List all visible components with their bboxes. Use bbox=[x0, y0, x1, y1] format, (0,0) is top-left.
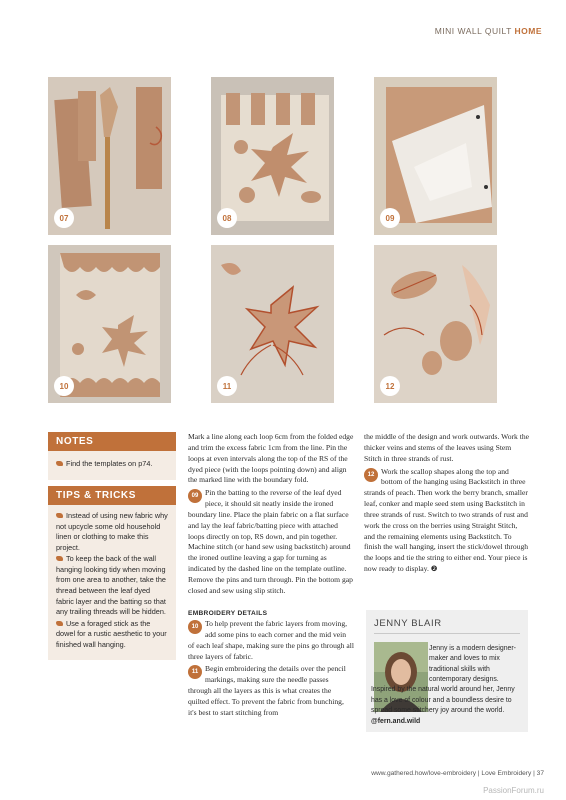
footer-magazine: Love Embroidery bbox=[481, 770, 532, 777]
continued-paragraph: the middle of the design and work outwards. Work the thicker veins and stems of the leaves using Stem Stitch in three strands of rust. bbox=[364, 432, 530, 463]
step-09-text: Pin the batting to the reverse of the leaf dyed piece, it should sit neatly inside the ironed boundary line. Place the plain fabric on a flat surface and lay the leaf fabric/batting piece with attached loops directly on top, RS down, and pin together. Machine stitch (or hand sew using backstitch) around the ironed outline leaving a gap for turning as indicated by the dashed line on the template outline. Remove the pins and turn through. Pin the bottom gap closed and sew using slip stitch. bbox=[188, 488, 353, 595]
instructions-column-1 bbox=[188, 432, 354, 719]
step-09 bbox=[188, 488, 354, 596]
step-12-text: Work the scallop shapes along the top and bottom of the hanging using Backstitch in three strands of peach. Then work the berry branch, smaller leaf, conker and maple seed stem using Backstitch in three strands of rust. Switch to two strands of rust and work the cross on the berries using Straight Stitch, and the remaining elements using Backstitch. To finish the wall hanging, insert the stick/dowel through the loops and tie the string to either end. Your piece is now ready to display. bbox=[364, 466, 529, 574]
step-number-icon: 11 bbox=[188, 665, 202, 679]
designer-name: JENNY BLAIR bbox=[374, 618, 442, 629]
leaf-bullet-icon bbox=[56, 556, 63, 561]
notes-box bbox=[48, 432, 176, 480]
step-11-text: Begin embroidering the details over the pencil markings, making sure the needle passes through all the layers as this is what creates the quilted effect. To prevent the fabric from bunching, it's best to start stitching from bbox=[188, 664, 346, 717]
photo-step-10 bbox=[48, 245, 171, 403]
leaf-bullet-icon bbox=[56, 513, 63, 518]
social-handle: @fern.and.wild bbox=[371, 717, 421, 725]
tips-title: TIPS & TRICKS bbox=[48, 486, 176, 505]
section-accent: HOME bbox=[514, 26, 542, 36]
step-10 bbox=[188, 619, 354, 662]
embroidery-details-heading: EMBROIDERY DETAILS bbox=[188, 609, 268, 617]
tips-box bbox=[48, 486, 176, 660]
leaf-bullet-icon bbox=[56, 461, 63, 466]
step-11 bbox=[188, 664, 354, 718]
photo-step-09 bbox=[374, 77, 497, 235]
tip-item bbox=[56, 619, 168, 651]
tip-item bbox=[56, 554, 168, 617]
step-number-badge: 07 bbox=[54, 208, 74, 228]
footer-url: www.gathered.how/love-embroidery bbox=[371, 770, 477, 777]
footer-separator: | bbox=[477, 770, 482, 777]
leaf-bullet-icon bbox=[56, 621, 63, 626]
photo-step-08 bbox=[211, 77, 334, 235]
divider bbox=[374, 633, 520, 634]
step-number-icon: 12 bbox=[364, 468, 378, 482]
tip-text: Use a foraged stick as the dowel for a rustic aesthetic to your finished wall hanging. bbox=[56, 618, 167, 649]
step-number-icon: 09 bbox=[188, 489, 202, 503]
tip-text: To keep the back of the wall hanging looking tidy when moving from one area to another, take the thread between the leaf dyed fabric layer and the batting so that any trailing threads will be hidden. bbox=[56, 554, 166, 617]
step-number-badge: 11 bbox=[217, 376, 237, 396]
bio-text-indented: Jenny is a modern designer-maker and loves to mix traditional skills with contemporary designs. bbox=[429, 645, 516, 684]
notes-item-text: Find the templates on p74. bbox=[66, 459, 153, 468]
footer-separator: | bbox=[533, 770, 537, 777]
intro-paragraph: Mark a line along each loop 6cm from the folded edge and trim the excess fabric 1cm from the line. Pin the loops at even intervals along the top of the RS of the dyed piece (with the loops pointing down) and align the marked line with the boundary fold. bbox=[188, 432, 354, 485]
tip-item bbox=[56, 511, 168, 553]
designer-bio bbox=[371, 644, 521, 727]
watermark: PassionForum.ru bbox=[483, 786, 544, 795]
step-10-text: To help prevent the fabric layers from moving, add some pins to each corner and the mid vein of each leaf shape, making sure the pins go through all three layers of fabric. bbox=[188, 619, 354, 661]
end-mark-icon: ❷ bbox=[430, 564, 438, 574]
photo-step-12 bbox=[374, 245, 497, 403]
bio-text-full: Inspired by the natural world around her, Jenny has a love of colour and a boundless desire to spread some stitchery joy around the world. bbox=[371, 686, 515, 715]
step-number-badge: 10 bbox=[54, 376, 74, 396]
instructions-column-2 bbox=[364, 432, 530, 575]
photo-step-11 bbox=[211, 245, 334, 403]
photo-step-07 bbox=[48, 77, 171, 235]
step-number-icon: 10 bbox=[188, 620, 202, 634]
step-number-badge: 12 bbox=[380, 376, 400, 396]
step-number-badge: 09 bbox=[380, 208, 400, 228]
section-name: MINI WALL QUILT bbox=[434, 26, 512, 36]
designer-bio-box bbox=[366, 610, 528, 732]
page-number: 37 bbox=[536, 770, 544, 777]
page-footer bbox=[371, 770, 544, 777]
notes-title: NOTES bbox=[48, 432, 176, 451]
notes-item bbox=[56, 459, 168, 470]
step-12 bbox=[364, 467, 530, 575]
step-number-badge: 08 bbox=[217, 208, 237, 228]
tip-text: Instead of using new fabric why not upcycle some old household linen or clothing to make this project. bbox=[56, 511, 168, 552]
running-header bbox=[435, 26, 542, 36]
